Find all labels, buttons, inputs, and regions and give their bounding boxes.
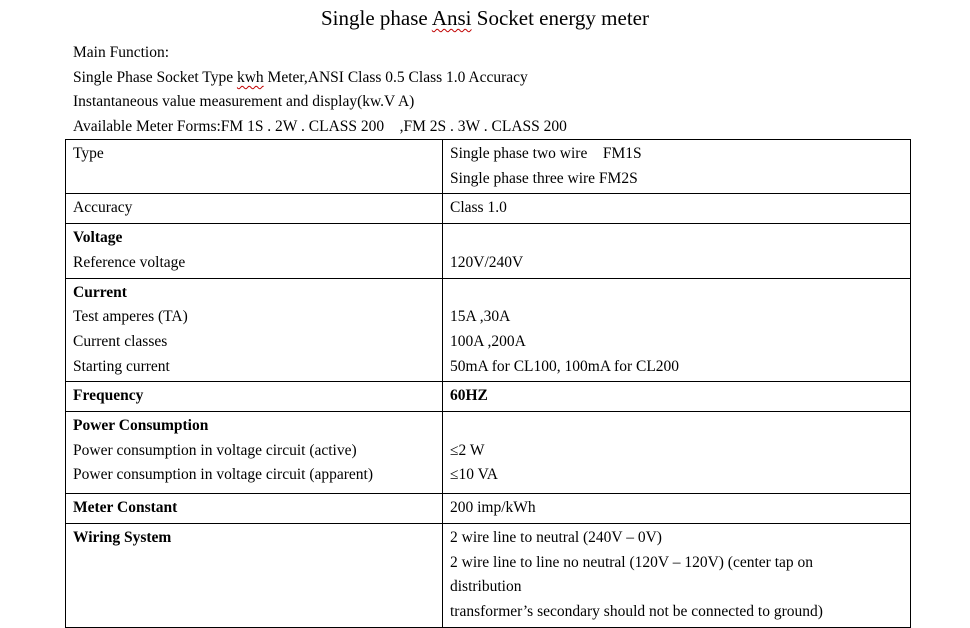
current-classes-value: 100A ,200A (450, 332, 526, 350)
line-1-start: Single Phase Socket Type (73, 69, 237, 86)
title-text-end: Socket energy meter (471, 6, 649, 30)
meter-constant-value: 200 imp/kWh (443, 494, 911, 524)
wiring-line-3: distribution (450, 578, 522, 596)
reference-voltage-label: Reference voltage (73, 253, 186, 271)
table-row-type (66, 140, 911, 194)
voltage-heading: Voltage (73, 229, 123, 247)
document-title (0, 4, 970, 32)
type-value (443, 140, 911, 194)
main-function-line-2: Instantaneous value measurement and display(kw.V A) (73, 93, 415, 110)
table-row-current (66, 278, 911, 382)
current-value-cell (443, 278, 911, 382)
power-label-cell (66, 412, 443, 494)
power-heading: Power Consumption (73, 417, 209, 435)
power-spacer (450, 414, 903, 439)
title-text-ansi: Ansi (431, 6, 472, 30)
power-value-cell (443, 412, 911, 494)
current-classes-label: Current classes (73, 332, 168, 350)
table-row-power (66, 412, 911, 494)
line-1-kwh: kwh (236, 69, 264, 86)
type-value-line-1: Single phase two wire FM1S (450, 145, 642, 162)
table-row-meter-constant (66, 494, 911, 524)
reference-voltage-value: 120V/240V (450, 253, 524, 271)
power-apparent-value: ≤10 VA (450, 466, 498, 484)
test-amperes-value: 15A ,30A (450, 308, 511, 326)
wiring-line-4: transformer’s secondary should not be connected to ground) (450, 602, 823, 620)
type-value-line-2: Single phase three wire FM2S (450, 169, 638, 187)
voltage-value-cell (443, 224, 911, 278)
meter-constant-label: Meter Constant (66, 494, 443, 524)
main-function-line-1 (73, 68, 528, 88)
table-row-accuracy (66, 194, 911, 224)
accuracy-value: Class 1.0 (443, 194, 911, 224)
starting-current-value: 50mA for CL100, 100mA for CL200 (450, 357, 680, 375)
main-function-line-3: Available Meter Forms:FM 1S . 2W . CLASS 200 ,FM 2S . 3W . CLASS 200 (73, 118, 567, 135)
line-1-end: Meter,ANSI Class 0.5 Class 1.0 Accuracy (263, 69, 528, 86)
wiring-line-1: 2 wire line to neutral (240V – 0V) (450, 528, 662, 546)
power-active-value: ≤2 W (450, 441, 485, 459)
frequency-value: 60HZ (443, 382, 911, 412)
power-active-label: Power consumption in voltage circuit (active) (73, 441, 357, 459)
wiring-value-cell (443, 523, 911, 627)
type-label: Type (66, 140, 443, 194)
current-label-cell (66, 278, 443, 382)
spec-table (65, 139, 911, 628)
frequency-label: Frequency (66, 382, 443, 412)
wiring-label: Wiring System (66, 523, 443, 627)
test-amperes-label: Test amperes (TA) (73, 308, 188, 326)
power-apparent-label: Power consumption in voltage circuit (apparent) (73, 466, 374, 484)
table-row-frequency (66, 382, 911, 412)
wiring-line-2: 2 wire line to line no neutral (120V – 120V) (center tap on (450, 553, 814, 571)
main-function-heading: Main Function: (73, 44, 170, 61)
accuracy-label: Accuracy (66, 194, 443, 224)
table-row-wiring (66, 523, 911, 627)
voltage-spacer (450, 226, 903, 251)
current-spacer (450, 281, 903, 306)
voltage-label-cell (66, 224, 443, 278)
current-heading: Current (73, 283, 127, 301)
starting-current-label: Starting current (73, 357, 170, 375)
title-text-start: Single phase (321, 6, 432, 30)
table-row-voltage (66, 224, 911, 278)
